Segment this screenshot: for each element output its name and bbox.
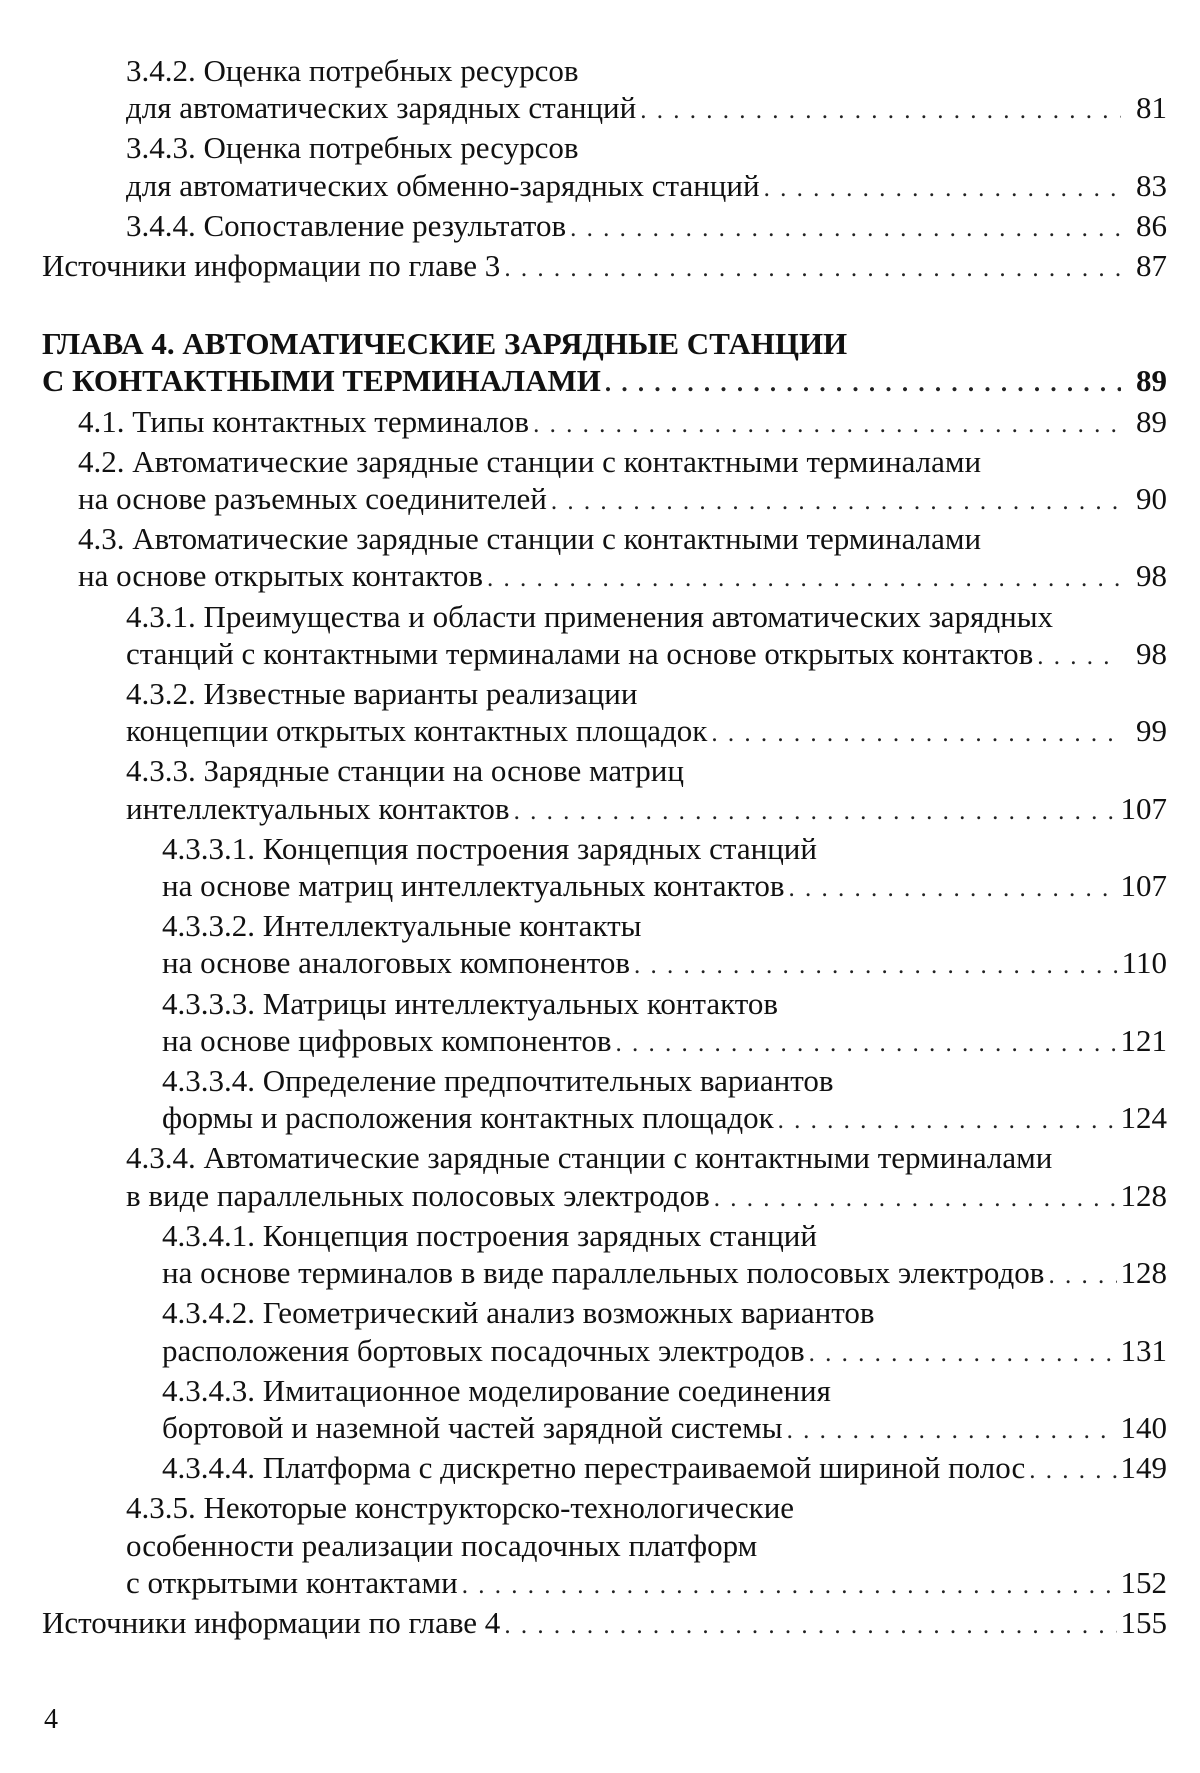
toc-entry-title: 4.3.3.4. Определение предпочтительных вариантов — [162, 1063, 834, 1099]
toc-entry — [42, 247, 1167, 287]
toc-entry-title: 4.3.1. Преимущества и области применения автоматических зарядных — [126, 598, 1054, 634]
toc-page-number: 81 — [1136, 90, 1167, 126]
toc-entry — [162, 1062, 1167, 1139]
toc-entry-title: на основе открытых контактов — [78, 558, 484, 594]
dot-leader — [462, 1567, 1117, 1604]
toc-entry-line — [42, 247, 1167, 287]
dot-leader — [778, 1102, 1117, 1139]
toc-entry-line — [78, 403, 1167, 443]
toc-entry — [126, 752, 1167, 829]
toc-page-number: 107 — [1120, 790, 1167, 826]
toc-entry — [162, 1449, 1167, 1489]
toc-entry-line — [126, 752, 1167, 789]
dot-leader — [605, 365, 1121, 402]
toc-entry-line — [42, 325, 1167, 362]
toc-entry-line — [162, 867, 1167, 907]
dot-leader — [504, 250, 1121, 287]
toc-entry-line — [162, 1254, 1167, 1294]
dot-leader — [551, 483, 1121, 520]
toc-entry-title: в виде параллельных полосовых электродов — [126, 1177, 710, 1213]
toc-entry-title: для автоматических обменно-зарядных станций — [126, 167, 760, 203]
toc-entry-title: на основе терминалов в виде параллельных полосовых электродов — [162, 1255, 1045, 1291]
dot-leader — [570, 210, 1121, 247]
toc-entry — [126, 207, 1167, 247]
toc-entry-line — [42, 362, 1167, 402]
toc-entry — [78, 403, 1167, 443]
toc-entry-title: 4.3.4.3. Имитационное моделирование соединения — [162, 1372, 831, 1408]
toc-entry-line — [78, 443, 1167, 480]
toc-entry-title: 4.3.4. Автоматические зарядные станции с контактными терминалами — [126, 1140, 1053, 1176]
toc-entry-line — [162, 1332, 1167, 1372]
toc-entry-line — [78, 480, 1167, 520]
toc-entry-title: 4.3.3.2. Интеллектуальные контакты — [162, 908, 642, 944]
toc-entry-title: 4.3.3.1. Концепция построения зарядных станций — [162, 830, 817, 866]
toc-entry-line — [162, 907, 1167, 944]
toc-entry-line — [162, 1409, 1167, 1449]
toc-entry-line — [126, 712, 1167, 752]
toc-entry — [162, 1217, 1167, 1294]
toc-entry-title: на основе аналоговых компонентов — [162, 945, 631, 981]
toc-page-number: 83 — [1136, 167, 1167, 203]
toc-entry-title: 4.3.2. Известные варианты реализации — [126, 676, 638, 712]
toc-entry-title: 3.4.2. Оценка потребных ресурсов — [126, 53, 579, 88]
toc-entry-line — [126, 1564, 1167, 1604]
dot-leader — [1048, 1257, 1116, 1294]
toc-page-number: 110 — [1121, 945, 1167, 981]
toc-entry — [78, 443, 1167, 520]
dot-leader — [787, 1412, 1117, 1449]
toc-entry — [126, 675, 1167, 752]
dot-leader — [1037, 638, 1121, 675]
toc-entry-title: 4.3.5. Некоторые конструкторско-технологические — [126, 1490, 795, 1526]
table-of-contents — [42, 52, 1167, 1644]
dot-leader — [640, 92, 1121, 129]
toc-page-number: 86 — [1136, 207, 1167, 243]
toc-page-number: 98 — [1136, 558, 1167, 594]
toc-entry — [162, 1372, 1167, 1449]
toc-entry-line — [162, 1217, 1167, 1254]
toc-entry-title: 3.4.3. Оценка потребных ресурсов — [126, 130, 579, 166]
toc-entry-title: 4.1. Типы контактных терминалов — [78, 403, 530, 439]
toc-entry — [162, 907, 1167, 984]
toc-entry-title: 4.3.4.1. Концепция построения зарядных станций — [162, 1217, 817, 1253]
toc-entry-title: станций с контактными терминалами на основе открытых контактов — [126, 635, 1034, 671]
toc-entry-title: на основе разъемных соединителей — [78, 481, 547, 517]
toc-page-number: 152 — [1120, 1564, 1167, 1600]
dot-leader — [711, 715, 1121, 752]
toc-entry-title: 4.3.4.2. Геометрический анализ возможных вариантов — [162, 1295, 875, 1331]
dot-leader — [809, 1335, 1117, 1372]
toc-entry-title: бортовой и наземной частей зарядной системы — [162, 1409, 783, 1445]
toc-entry — [162, 830, 1167, 907]
toc-entry-line — [162, 1099, 1167, 1139]
dot-leader — [1029, 1452, 1116, 1489]
toc-entry-line — [126, 790, 1167, 830]
toc-entry — [126, 598, 1167, 675]
toc-page-number: 107 — [1120, 868, 1167, 904]
toc-entry — [42, 1604, 1167, 1644]
dot-leader — [788, 870, 1116, 907]
toc-page-number: 128 — [1120, 1177, 1167, 1213]
toc-entry-line — [162, 985, 1167, 1022]
toc-page-number: 149 — [1120, 1450, 1167, 1486]
dot-leader — [714, 1180, 1117, 1217]
toc-entry-title: формы и расположения контактных площадок — [162, 1100, 774, 1136]
toc-entry-title: особенности реализации посадочных платформ — [126, 1527, 758, 1563]
toc-page-number: 89 — [1136, 363, 1167, 399]
toc-entry-title: 4.3. Автоматические зарядные станции с контактными терминалами — [78, 521, 982, 557]
toc-entry-line — [126, 1177, 1167, 1217]
toc-entry-line — [126, 1489, 1167, 1526]
dot-leader — [634, 947, 1118, 984]
toc-entry-title: на основе матриц интеллектуальных контактов — [162, 868, 785, 904]
toc-entry-title: расположения бортовых посадочных электродов — [162, 1332, 805, 1368]
toc-entry-line — [162, 1062, 1167, 1099]
toc-page-number: 128 — [1120, 1255, 1167, 1291]
toc-entry — [126, 1139, 1167, 1216]
toc-page-number: 87 — [1136, 248, 1167, 284]
toc-entry-title: 3.4.4. Сопоставление результатов — [126, 207, 567, 243]
toc-page-number: 131 — [1120, 1332, 1167, 1368]
dot-leader — [533, 406, 1121, 443]
toc-page-number: 98 — [1136, 635, 1167, 671]
toc-entry-title: 4.3.4.4. Платформа с дискретно перестраиваемой шириной полос — [162, 1450, 1026, 1486]
toc-entry-title: ГЛАВА 4. АВТОМАТИЧЕСКИЕ ЗАРЯДНЫЕ СТАНЦИИ — [42, 326, 848, 362]
dot-leader — [487, 560, 1121, 597]
toc-entry-title: С КОНТАКТНЫМИ ТЕРМИНАЛАМИ — [42, 363, 601, 399]
toc-entry-line — [126, 675, 1167, 712]
toc-entry-line — [126, 167, 1167, 207]
toc-entry — [126, 1489, 1167, 1604]
toc-entry — [126, 129, 1167, 206]
toc-entry-title: для автоматических зарядных станций — [126, 90, 637, 126]
toc-entry-title: 4.3.3.3. Матрицы интеллектуальных контактов — [162, 985, 779, 1021]
toc-entry-line — [126, 89, 1167, 129]
toc-page-number: 90 — [1136, 481, 1167, 517]
toc-entry-line — [42, 1604, 1167, 1644]
toc-entry — [126, 52, 1167, 129]
toc-page-number: 99 — [1136, 713, 1167, 749]
toc-entry-line — [162, 1449, 1167, 1489]
toc-entry-line — [126, 129, 1167, 166]
toc-entry-line — [126, 207, 1167, 247]
toc-entry-title: интеллектуальных контактов — [126, 790, 510, 826]
toc-entry-line — [78, 520, 1167, 557]
toc-page-number: 140 — [1120, 1409, 1167, 1445]
toc-entry-title: на основе цифровых компонентов — [162, 1022, 612, 1058]
toc-entry-title: 4.3.3. Зарядные станции на основе матриц — [126, 753, 684, 789]
page-number: 4 — [44, 1704, 58, 1735]
toc-entry — [162, 985, 1167, 1062]
toc-entry-line — [78, 557, 1167, 597]
toc-entry-line — [162, 944, 1167, 984]
toc-entry-line — [126, 1527, 1167, 1564]
toc-entry-title: 4.2. Автоматические зарядные станции с контактными терминалами — [78, 443, 982, 479]
toc-chapter-entry — [42, 325, 1167, 402]
dot-leader — [764, 170, 1121, 207]
toc-entry-line — [126, 598, 1167, 635]
toc-entry-line — [126, 1139, 1167, 1176]
toc-entry-title: концепции открытых контактных площадок — [126, 713, 708, 749]
toc-entry-title: Источники информации по главе 3 — [42, 248, 501, 284]
toc-entry-line — [126, 52, 1167, 89]
toc-entry-line — [126, 635, 1167, 675]
toc-page-number: 121 — [1120, 1022, 1167, 1058]
toc-entry — [162, 1294, 1167, 1371]
toc-entry-title: с открытыми контактами — [126, 1564, 458, 1600]
toc-page-number: 155 — [1120, 1604, 1167, 1640]
toc-entry-line — [162, 1372, 1167, 1409]
toc-entry-line — [162, 1022, 1167, 1062]
toc-entry-line — [162, 1294, 1167, 1331]
toc-entry-line — [162, 830, 1167, 867]
toc-page-number: 124 — [1120, 1100, 1167, 1136]
toc-page-number: 89 — [1136, 403, 1167, 439]
dot-leader — [514, 793, 1117, 830]
dot-leader — [504, 1607, 1116, 1644]
dot-leader — [616, 1025, 1117, 1062]
toc-entry — [78, 520, 1167, 597]
toc-entry-title: Источники информации по главе 4 — [42, 1604, 501, 1640]
